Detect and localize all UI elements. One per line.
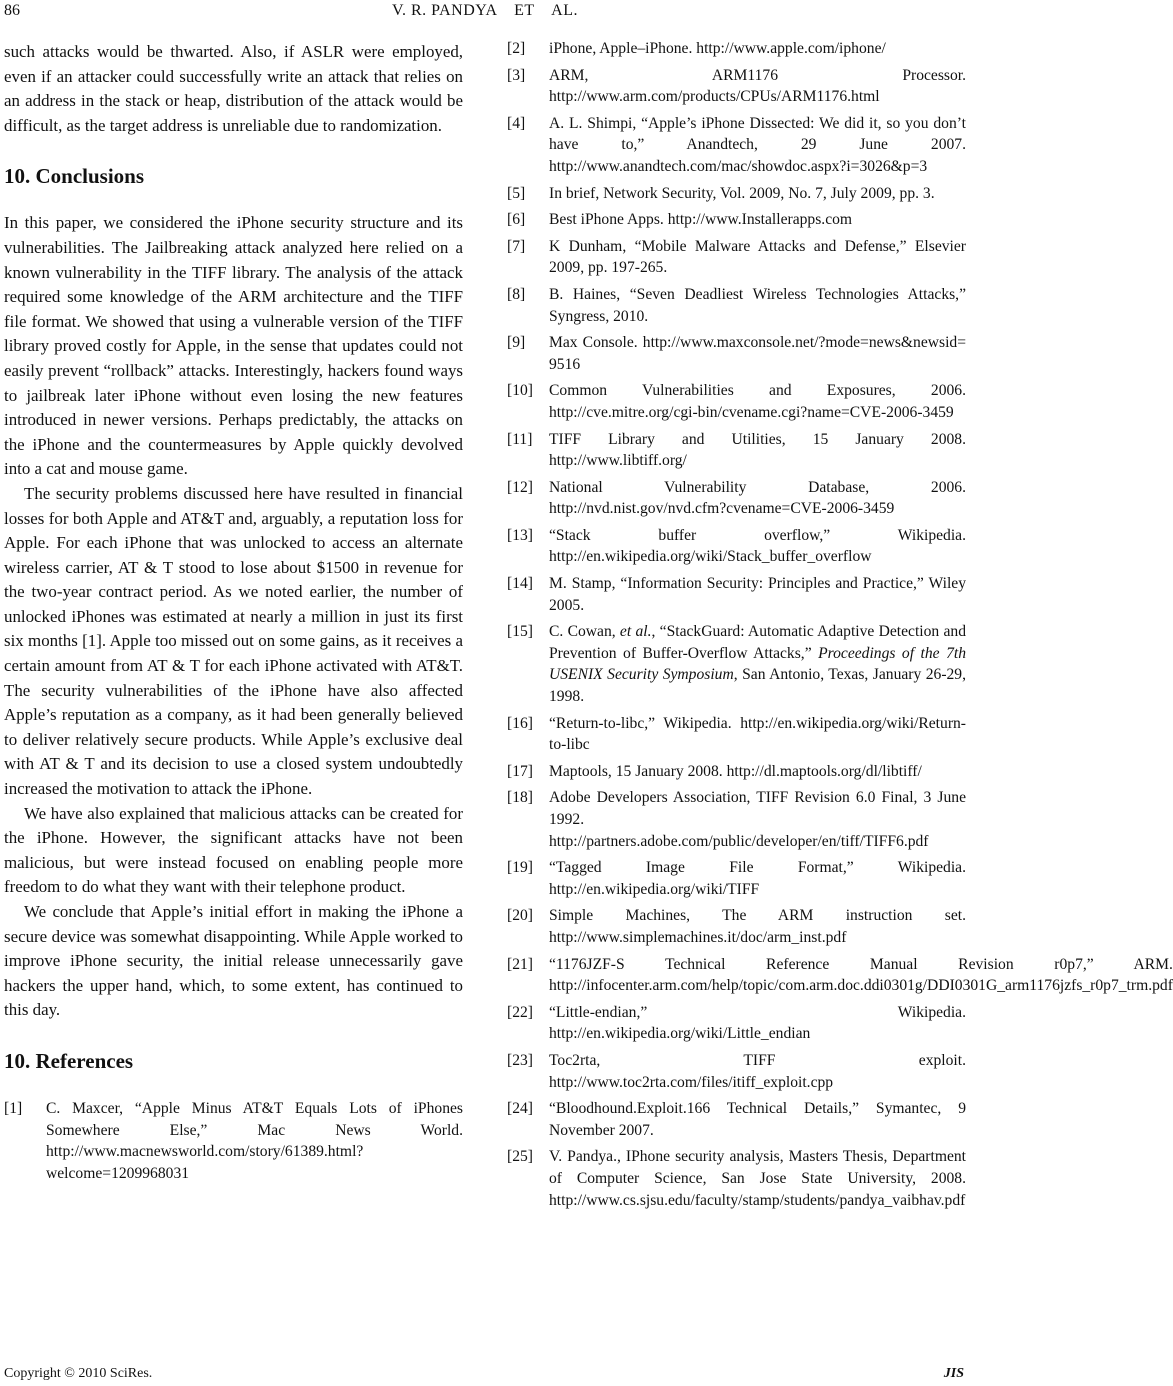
page-number: 86	[4, 2, 20, 19]
reference-item	[507, 573, 966, 616]
reference-number: [10]	[507, 382, 533, 400]
references-heading: 10. References	[4, 1048, 134, 1073]
reference-number: [17]	[507, 762, 533, 780]
reference-item	[507, 113, 966, 178]
reference-number: [8]	[507, 285, 526, 303]
reference-number: [6]	[507, 211, 526, 229]
reference-text: C. Cowan, et al., “StackGuard: Automatic Adaptive Detection and Prevention of Buffer-Overflow Attacks,” Proceedings of the 7th USENIX Security Symposium, San Antonio, Texas, January 26-29, 1998.	[549, 623, 967, 706]
reference-item	[507, 1050, 966, 1093]
reference-item	[507, 284, 966, 327]
left-column	[4, 40, 463, 1184]
reference-text: Adobe Developers Association, TIFF Revision 6.0 Final, 3 June 1992. http://partners.adobe.com/public/developer/en/tiff/TIFF6.pdf	[549, 789, 966, 850]
conclusions-paragraph: The security problems discussed here have resulted in financial losses for both Apple and AT&T and, arguably, a reputation loss for Apple. For each iPhone that was unlocked to access an alternate wireless carrier, AT & T stood to lose about $1500 in revenue for the two-year contract period. As we noted earlier, the number of unlocked iPhones was estimated at nearly a million in just its first six months [1]. Apple too missed out on some gains, as it receives a certain amount from AT & T for each iPhone activated with AT&T. The security vulnerabilities of the iPhone have also affected Apple’s reputation as a company, as it had been generally believed to deliver relatively secure products. While Apple’s exclusive deal with AT & T and its decision to use a closed system undoubtedly increased the motivation to attack the iPhone.	[4, 483, 463, 799]
reference-item	[4, 1098, 463, 1184]
reference-item	[507, 183, 966, 205]
reference-item	[507, 429, 966, 472]
reference-text: B. Haines, “Seven Deadliest Wireless Technologies Attacks,” Syngress, 2010.	[549, 285, 966, 325]
reference-number: [25]	[507, 1148, 533, 1166]
reference-item	[507, 380, 966, 423]
reference-text: Max Console. http://www.maxconsole.net/?mode=news&newsid= 9516	[549, 334, 966, 373]
reference-number: [4]	[507, 114, 526, 132]
reference-number: [20]	[507, 907, 533, 925]
intro-paragraph: such attacks would be thwarted. Also, if ASLR were employed, even if an attacker could successfully write an attack that relies on an address in the stack or heap, distribution of the attack would be difficult, as the target address is unreliable due to randomization.	[4, 42, 463, 135]
reference-item	[507, 761, 966, 783]
reference-text: “Tagged Image File Format,” Wikipedia. http://en.wikipedia.org/wiki/TIFF	[549, 859, 966, 898]
reference-text: National Vulnerability Database, 2006. http://nvd.nist.gov/nvd.cfm?cvename=CVE-2006-3459	[549, 478, 966, 518]
reference-item	[507, 525, 966, 568]
reference-item	[507, 1098, 966, 1141]
reference-number: [21]	[507, 955, 533, 973]
reference-item	[507, 905, 966, 948]
reference-item	[507, 236, 966, 279]
running-head: V. R. PANDYA ET AL.	[392, 2, 578, 19]
reference-item	[507, 1146, 966, 1211]
reference-text: Toc2rta, TIFF exploit. http://www.toc2rta.com/files/itiff_exploit.cpp	[549, 1051, 966, 1091]
reference-item	[507, 1002, 966, 1045]
reference-text: Simple Machines, The ARM instruction set. http://www.simplemachines.it/doc/arm_inst.pdf	[549, 907, 966, 946]
reference-item	[507, 857, 966, 900]
reference-item	[507, 787, 966, 852]
reference-text: “Return-to-libc,” Wikipedia. http://en.wikipedia.org/wiki/Return-to-libc	[549, 714, 966, 754]
reference-text: K Dunham, “Mobile Malware Attacks and Defense,” Elsevier 2009, pp. 197-265.	[549, 237, 966, 277]
reference-number: [18]	[507, 789, 533, 807]
reference-number: [24]	[507, 1100, 533, 1118]
reference-item	[507, 332, 966, 375]
reference-number: [16]	[507, 714, 533, 732]
conclusions-paragraph: In this paper, we considered the iPhone security structure and its vulnerabilities. The Jailbreaking attack analyzed here relied on a known vulnerability in the TIFF library. The analysis of the attack required some knowledge of the ARM architecture and the TIFF file format. We showed that using a vulnerable version of the TIFF library proved costly for Apple, in the sense that updates could not easily prevent “rollback” attacks. Interestingly, hackers found ways to jailbreak later iPhone without even losing the new features introduced in newer versions. Perhaps predictably, the attacks on the iPhone and the countermeasures by Apple quickly devolved into a cat and mouse game.	[4, 213, 463, 479]
conclusions-paragraph: We conclude that Apple’s initial effort in making the iPhone a secure device was somewhat disappointing. While Apple worked to improve iPhone security, the initial release unnecessarily gave hackers the upper hand, which, to some extent, has continued to this day.	[4, 902, 463, 1020]
reference-text: “Little-endian,” Wikipedia. http://en.wikipedia.org/wiki/Little_endian	[549, 1003, 966, 1043]
reference-text: “Bloodhound.Exploit.166 Technical Details,” Symantec, 9 November 2007.	[549, 1100, 966, 1139]
right-column	[507, 38, 1173, 1216]
reference-number: [3]	[507, 66, 526, 84]
reference-number: [14]	[507, 575, 533, 593]
reference-text: V. Pandya., IPhone security analysis, Masters Thesis, Department of Computer Science, San Jose State University, 2008. http://www.cs.sjsu.edu/faculty/stamp/students/pandya_vaibhav.pdf	[549, 1148, 966, 1209]
reference-number: [23]	[507, 1051, 533, 1069]
journal-abbreviation: JIS	[943, 1366, 964, 1381]
reference-text: ARM, ARM1176 Processor. http://www.arm.com/products/CPUs/ARM1176.html	[549, 66, 966, 106]
reference-text: iPhone, Apple–iPhone. http://www.apple.com/iphone/	[549, 40, 886, 57]
reference-item	[507, 65, 966, 108]
reference-text: Best iPhone Apps. http://www.Installerapps.com	[549, 211, 853, 229]
reference-item	[507, 713, 966, 756]
reference-item	[507, 209, 966, 231]
reference-number: [7]	[507, 237, 526, 255]
reference-number: [5]	[507, 184, 526, 202]
conclusions-paragraph: We have also explained that malicious attacks can be created for the iPhone. However, the significant attacks have not been malicious, but were instead focused on enabling people more freedom to do what they want with their telephone product.	[4, 803, 463, 897]
reference-text: “1176JZF-S Technical Reference Manual Revision r0p7,” ARM. http://infocenter.arm.com/help/topic/com.arm.doc.ddi0301g/DDI0301G_arm1176jzfs_r0p7_trm.pdf	[549, 955, 1173, 995]
reference-item	[507, 621, 966, 707]
reference-number: [22]	[507, 1003, 533, 1021]
reference-number: [13]	[507, 526, 533, 544]
reference-number: [1]	[4, 1099, 23, 1117]
copyright-notice: Copyright © 2010 SciRes.	[4, 1366, 153, 1381]
conclusions-heading: 10. Conclusions	[4, 164, 145, 189]
reference-text: C. Maxcer, “Apple Minus AT&T Equals Lots of iPhones Somewhere Else,” Mac News World. http://www.macnewsworld.com/story/61389.html?welcome=1209968031	[46, 1099, 463, 1182]
reference-number: [9]	[507, 334, 526, 352]
reference-item	[507, 477, 966, 520]
reference-item	[507, 38, 966, 60]
reference-text: A. L. Shimpi, “Apple’s iPhone Dissected: We did it, so you don’t have to,” Anandtech, 29 June 2007. http://www.anandtech.com/mac/showdoc.aspx?i=3026&p=3	[549, 114, 966, 175]
reference-number: [2]	[507, 40, 526, 57]
reference-text: Maptools, 15 January 2008. http://dl.maptools.org/dl/libtiff/	[549, 762, 922, 780]
reference-text: M. Stamp, “Information Security: Principles and Practice,” Wiley 2005.	[549, 575, 966, 614]
reference-item	[507, 954, 1173, 997]
reference-text: Common Vulnerabilities and Exposures, 2006. http://cve.mitre.org/cgi-bin/cvename.cgi?name=CVE-2006-3459	[549, 382, 966, 421]
reference-text: In brief, Network Security, Vol. 2009, No. 7, July 2009, pp. 3.	[549, 184, 935, 202]
reference-number: [19]	[507, 859, 533, 877]
reference-number: [15]	[507, 623, 533, 641]
reference-text: TIFF Library and Utilities, 15 January 2008. http://www.libtiff.org/	[549, 430, 966, 470]
reference-text: “Stack buffer overflow,” Wikipedia. http://en.wikipedia.org/wiki/Stack_buffer_overflow	[549, 526, 966, 566]
reference-number: [12]	[507, 478, 533, 496]
reference-number: [11]	[507, 430, 533, 448]
